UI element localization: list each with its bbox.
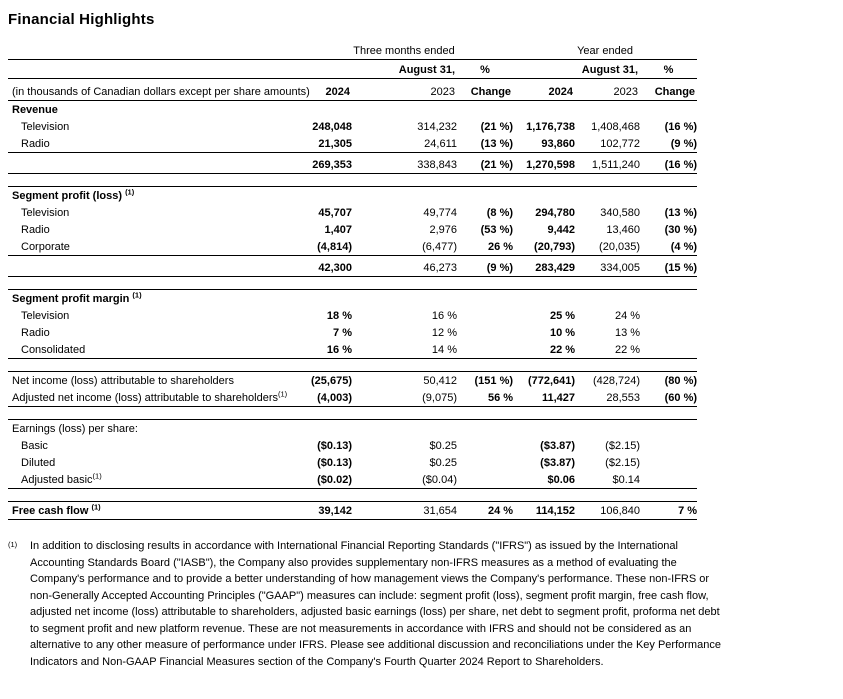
header-spacer bbox=[8, 43, 295, 60]
value-cell: 56 % bbox=[457, 389, 513, 407]
row-label: Basic bbox=[21, 440, 48, 452]
value-cell: (25,675) bbox=[295, 372, 352, 390]
value-cell bbox=[640, 437, 697, 454]
value-cell: (772,641) bbox=[513, 372, 575, 390]
header-spacer bbox=[8, 60, 295, 79]
value-cell: (9 %) bbox=[457, 256, 513, 277]
value-cell: 22 % bbox=[575, 341, 640, 359]
value-cell: (9 %) bbox=[670, 138, 698, 150]
table-row-segment-profit-margin-1 bbox=[8, 307, 697, 324]
value-cell bbox=[513, 101, 575, 119]
table-row-segment-profit-4 bbox=[8, 256, 697, 277]
value-cell: 2,976 bbox=[429, 224, 457, 236]
value-cell bbox=[457, 341, 513, 359]
section-gap bbox=[8, 359, 697, 372]
row-label: Adjusted net income (loss) attributable to shareholders$^{(1)}$ bbox=[8, 389, 295, 407]
row-label: Diluted bbox=[21, 457, 56, 469]
value-cell bbox=[513, 420, 575, 438]
row-label: Television bbox=[21, 121, 70, 133]
footnote-ref: (1) bbox=[132, 290, 142, 300]
value-cell: 45,707 bbox=[318, 207, 352, 219]
value-cell: 39,142 bbox=[295, 502, 352, 520]
col-group-three-months: Three months ended bbox=[295, 43, 513, 60]
table-row-net-income-1 bbox=[8, 389, 697, 407]
value-cell bbox=[295, 420, 352, 438]
col-header-2023-quarter: 2023 bbox=[352, 79, 457, 101]
value-cell: 13 % bbox=[614, 327, 641, 339]
value-cell: ($0.02) bbox=[295, 471, 352, 489]
col-header-2024-quarter: 2024 bbox=[295, 79, 352, 101]
value-cell: ($0.13) bbox=[317, 457, 352, 469]
footnote-text: In addition to disclosing results in accordance with International Financial Reporting Standards ("IFRS") as issued by the International Accounting Standards Board ("IASB"), the Company also provides supplementary non-IFRS measures as a method of evaluating the Company's performance and to provide a better understanding of how management views the Company's performance. These non-IFRS or non-Generally Accepted Accounting Principles ("GAAP") measures can include: segment profit (loss), segment profit margin, free cash flow, adjusted net income (loss) attributable to shareholders, adjusted basic earnings (loss) per share, net debt to segment profit, proforma net debt to segment profit and new platform revenue. These are not measurements in accordance with IFRS and should not be considered as an alternative to any other measure of performance under IFRS. Please see additional discussion and reconciliations under the Key Performance Indicators and Non-GAAP Financial Measures section of the Company's Fourth Quarter 2024 Report to Shareholders. bbox=[30, 540, 721, 668]
footnote bbox=[8, 538, 724, 670]
financial-highlights-table bbox=[8, 43, 697, 520]
value-cell: 340,580 bbox=[600, 207, 641, 219]
value-cell bbox=[295, 187, 352, 205]
value-cell: 46,273 bbox=[352, 256, 457, 277]
section-gap-cell bbox=[8, 277, 697, 290]
value-cell: 114,152 bbox=[513, 502, 575, 520]
col-header-percent-quarter: % bbox=[457, 60, 513, 79]
row-label bbox=[8, 256, 295, 277]
value-cell: 13,460 bbox=[606, 224, 641, 236]
table-row-segment-profit-margin-0 bbox=[8, 290, 697, 308]
value-cell: (151 %) bbox=[457, 372, 513, 390]
table-row-segment-profit-margin-2 bbox=[8, 324, 697, 341]
col-header-2023-year: 2023 bbox=[575, 79, 640, 101]
section-gap-cell bbox=[8, 359, 697, 372]
row-label: Free cash flow $^{(1)}$ bbox=[8, 502, 295, 520]
table-row-segment-profit-3 bbox=[8, 238, 697, 256]
value-cell: 50,412 bbox=[352, 372, 457, 390]
section-gap bbox=[8, 277, 697, 290]
value-cell bbox=[640, 290, 697, 308]
value-cell bbox=[575, 187, 640, 205]
row-label: Earnings (loss) per share: bbox=[8, 420, 295, 438]
value-cell: ($0.04) bbox=[352, 471, 457, 489]
value-cell: 16 % bbox=[431, 310, 457, 322]
footnote-ref: (1) bbox=[277, 389, 288, 399]
table-row-revenue-3 bbox=[8, 153, 697, 174]
footnote-marker: (1) bbox=[8, 540, 18, 549]
row-label: Television bbox=[21, 310, 70, 322]
table-row-segment-profit-margin-3 bbox=[8, 341, 697, 359]
value-cell: $0.14 bbox=[575, 471, 640, 489]
table-row-free-cash-flow-0 bbox=[8, 502, 697, 520]
value-cell: 1,270,598 bbox=[513, 153, 575, 174]
value-cell: 18 % bbox=[326, 310, 352, 322]
value-cell: (20,793) bbox=[534, 241, 576, 253]
row-label: Television bbox=[21, 207, 70, 219]
value-cell bbox=[295, 290, 352, 308]
row-label: Radio bbox=[21, 327, 50, 339]
value-cell: (4 %) bbox=[670, 241, 698, 253]
value-cell: 1,407 bbox=[324, 224, 352, 236]
table-row-earnings-per-share-3 bbox=[8, 471, 697, 489]
value-cell bbox=[575, 101, 640, 119]
col-group-year: Year ended bbox=[513, 43, 697, 60]
value-cell: $0.25 bbox=[429, 440, 457, 452]
value-cell bbox=[457, 101, 513, 119]
header-year-row bbox=[8, 79, 697, 101]
value-cell: (20,035) bbox=[599, 241, 641, 253]
value-cell: $0.25 bbox=[429, 457, 457, 469]
section-gap-cell bbox=[8, 489, 697, 502]
value-cell: (16 %) bbox=[640, 153, 697, 174]
value-cell: 26 % bbox=[487, 241, 514, 253]
value-cell: 314,232 bbox=[417, 121, 457, 133]
value-cell: 248,048 bbox=[312, 121, 352, 133]
row-label bbox=[8, 153, 295, 174]
col-header-august31-year: August 31, bbox=[513, 60, 640, 79]
col-header-change-quarter: Change bbox=[457, 79, 513, 101]
value-cell bbox=[457, 290, 513, 308]
col-header-percent-year: % bbox=[640, 60, 697, 79]
value-cell: (60 %) bbox=[640, 389, 697, 407]
value-cell: ($3.87) bbox=[540, 440, 576, 452]
value-cell bbox=[457, 307, 513, 324]
row-label: Adjusted basic$^{(1)}$ bbox=[8, 471, 295, 489]
value-cell: 106,840 bbox=[575, 502, 640, 520]
financial-table-body bbox=[8, 101, 697, 520]
table-header bbox=[8, 43, 697, 101]
table-row-earnings-per-share-2 bbox=[8, 454, 697, 471]
value-cell: (16 %) bbox=[664, 121, 698, 133]
table-row-earnings-per-share-1 bbox=[8, 437, 697, 454]
value-cell: (15 %) bbox=[640, 256, 697, 277]
value-cell: 24 % bbox=[614, 310, 641, 322]
value-cell: 102,772 bbox=[600, 138, 641, 150]
value-cell bbox=[295, 101, 352, 119]
value-cell bbox=[352, 187, 457, 205]
value-cell: (13 %) bbox=[480, 138, 514, 150]
value-cell bbox=[457, 437, 513, 454]
value-cell: 7 % bbox=[640, 502, 697, 520]
value-cell bbox=[640, 420, 697, 438]
value-cell: (21 %) bbox=[480, 121, 514, 133]
value-cell: (9,075) bbox=[352, 389, 457, 407]
value-cell bbox=[640, 307, 697, 324]
value-cell: ($2.15) bbox=[605, 440, 641, 452]
table-row-segment-profit-1 bbox=[8, 204, 697, 221]
value-cell: (53 %) bbox=[480, 224, 514, 236]
section-gap-cell bbox=[8, 174, 697, 187]
value-cell: 10 % bbox=[549, 327, 576, 339]
value-cell: (30 %) bbox=[664, 224, 698, 236]
value-cell: 24,611 bbox=[424, 138, 457, 150]
section-gap bbox=[8, 407, 697, 420]
value-cell bbox=[575, 290, 640, 308]
value-cell: 338,843 bbox=[352, 153, 457, 174]
value-cell: 1,408,468 bbox=[591, 121, 641, 133]
value-cell: (4,814) bbox=[317, 241, 352, 253]
col-header-august31-quarter: August 31, bbox=[295, 60, 457, 79]
value-cell: 24 % bbox=[457, 502, 513, 520]
value-cell bbox=[457, 324, 513, 341]
value-cell: 93,860 bbox=[541, 138, 576, 150]
value-cell bbox=[457, 187, 513, 205]
value-cell: $0.06 bbox=[513, 471, 575, 489]
value-cell: 22 % bbox=[513, 341, 575, 359]
col-header-change-year: Change bbox=[640, 79, 697, 101]
header-period-row bbox=[8, 43, 697, 60]
table-row-segment-profit-0 bbox=[8, 187, 697, 205]
value-cell bbox=[575, 420, 640, 438]
value-cell: (428,724) bbox=[575, 372, 640, 390]
value-cell: 334,005 bbox=[575, 256, 640, 277]
value-cell: 14 % bbox=[352, 341, 457, 359]
row-label: Revenue bbox=[12, 104, 58, 116]
value-cell: 1,176,738 bbox=[526, 121, 576, 133]
value-cell bbox=[457, 471, 513, 489]
value-cell bbox=[640, 101, 697, 119]
value-cell: 1,511,240 bbox=[575, 153, 640, 174]
value-cell: (4,003) bbox=[295, 389, 352, 407]
section-gap bbox=[8, 174, 697, 187]
row-label: Net income (loss) attributable to shareholders bbox=[8, 372, 295, 390]
value-cell: 283,429 bbox=[513, 256, 575, 277]
footnote-ref: (1) bbox=[91, 502, 101, 512]
row-label: Radio bbox=[21, 138, 50, 150]
table-row-revenue-0 bbox=[8, 101, 697, 119]
row-label: Consolidated bbox=[8, 341, 295, 359]
table-row-revenue-2 bbox=[8, 135, 697, 153]
table-row-earnings-per-share-0 bbox=[8, 420, 697, 438]
value-cell: 31,654 bbox=[352, 502, 457, 520]
value-cell: (13 %) bbox=[664, 207, 698, 219]
value-cell: 7 % bbox=[333, 327, 352, 339]
value-cell: 42,300 bbox=[295, 256, 352, 277]
value-cell bbox=[640, 471, 697, 489]
value-cell: (8 %) bbox=[486, 207, 514, 219]
table-row-net-income-0 bbox=[8, 372, 697, 390]
value-cell bbox=[352, 290, 457, 308]
page-title: Financial Highlights bbox=[8, 11, 155, 28]
value-cell: (6,477) bbox=[422, 241, 457, 253]
value-cell: (80 %) bbox=[640, 372, 697, 390]
value-cell bbox=[457, 420, 513, 438]
row-label: Radio bbox=[21, 224, 50, 236]
value-cell bbox=[457, 454, 513, 471]
value-cell bbox=[640, 187, 697, 205]
value-cell: 49,774 bbox=[423, 207, 457, 219]
table-row-revenue-1 bbox=[8, 118, 697, 135]
footnote-ref: (1) bbox=[125, 187, 135, 197]
value-cell: 11,427 bbox=[513, 389, 575, 407]
value-cell: (21 %) bbox=[457, 153, 513, 174]
table-row-segment-profit-2 bbox=[8, 221, 697, 238]
row-label: Segment profit margin $^{(1)}$ bbox=[8, 290, 295, 308]
footnote-ref: (1) bbox=[92, 471, 102, 481]
value-cell: ($0.13) bbox=[317, 440, 352, 452]
value-cell bbox=[640, 454, 697, 471]
value-cell: 294,780 bbox=[535, 207, 576, 219]
value-cell bbox=[352, 420, 457, 438]
col-header-2024-year: 2024 bbox=[513, 79, 575, 101]
unit-note: (in thousands of Canadian dollars except per share amounts) bbox=[8, 79, 295, 101]
value-cell: 16 % bbox=[295, 341, 352, 359]
value-cell: 21,305 bbox=[318, 138, 352, 150]
value-cell: 25 % bbox=[549, 310, 576, 322]
row-label: Segment profit (loss) $^{(1)}$ bbox=[8, 187, 295, 205]
value-cell bbox=[640, 324, 697, 341]
value-cell bbox=[640, 341, 697, 359]
row-label: Corporate bbox=[21, 241, 70, 253]
value-cell: 269,353 bbox=[295, 153, 352, 174]
value-cell bbox=[513, 290, 575, 308]
value-cell: 28,553 bbox=[575, 389, 640, 407]
value-cell bbox=[513, 187, 575, 205]
value-cell: 9,442 bbox=[547, 224, 576, 236]
value-cell: 12 % bbox=[431, 327, 457, 339]
value-cell bbox=[352, 101, 457, 119]
value-cell: ($2.15) bbox=[605, 457, 641, 469]
section-gap-cell bbox=[8, 407, 697, 420]
value-cell: ($3.87) bbox=[540, 457, 576, 469]
header-date-row bbox=[8, 60, 697, 79]
section-gap bbox=[8, 489, 697, 502]
